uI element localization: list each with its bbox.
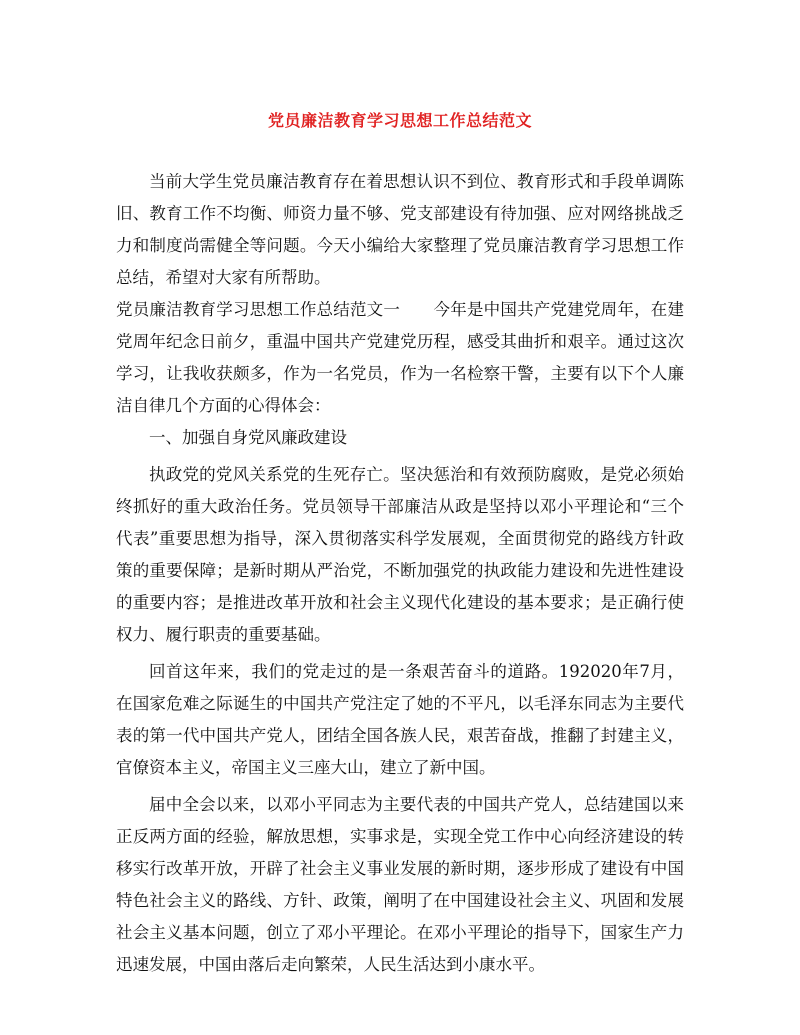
section-heading: 一、加强自身党风廉政建设 — [149, 428, 347, 447]
body-paragraph-2: 回首这年来，我们的党走过的是一条艰苦奋斗的道路。192020年7月，在国家危难之际诞生的中国共产党注定了她的不平凡，以毛泽东同志为主要代表的第一代中国共产党人，团结全国各族人民，艰苦奋战，推翻了封建主义，官僚资本主义，帝国主义三座大山，建立了新中国。 — [116, 662, 684, 777]
body-paragraph-3: 届中全会以来，以邓小平同志为主要代表的中国共产党人，总结建国以来正反两方面的经验，解放思想，实事求是，实现全党工作中心向经济建设的转移实行改革开放，开辟了社会主义事业发展的新时期，逐步形成了建设有中国特色社会主义的路线、方针、政策，阐明了在中国建设社会主义、巩固和发展社会主义基本问题，创立了邓小平理论。在邓小平理论的指导下，国家生产力迅速发展，中国由落后走向繁荣，人民生活达到小康水平。 — [116, 795, 684, 974]
document-title: 党员廉洁教育学习思想工作总结范文 — [267, 111, 532, 130]
body-paragraph-1: 执政党的党风关系党的生死存亡。坚决惩治和有效预防腐败，是党必须始终抓好的重大政治任务。党员领导干部廉洁从政是坚持以邓小平理论和“三个代表”重要思想为指导，深入贯彻落实科学发展观，全面贯彻党的路线方针政策的重要保障；是新时期从严治党，不断加强党的执政能力建设和先进性建设的重要内容；是推进改革开放和社会主义现代化建设的基本要求；是正确行使权力、履行职责的重要基础。 — [116, 465, 684, 644]
document-body — [116, 166, 684, 981]
intro-paragraph: 当前大学生党员廉洁教育存在着思想认识不到位、教育形式和手段单调陈旧、教育工作不均衡、师资力量不够、党支部建设有待加强、应对网络挑战乏力和制度尚需健全等问题。今天小编给大家整理了党员廉洁教育学习思想工作总结，希望对大家有所帮助。 — [116, 172, 684, 287]
section-intro-paragraph: 党员廉洁教育学习思想工作总结范文一 今年是中国共产党建党周年，在建党周年纪念日前夕，重温中国共产党建党历程，感受其曲折和艰辛。通过这次学习，让我收获颇多，作为一名党员，作为一名检察干警，主要有以下个人廉洁自律几个方面的心得体会： — [116, 300, 684, 415]
